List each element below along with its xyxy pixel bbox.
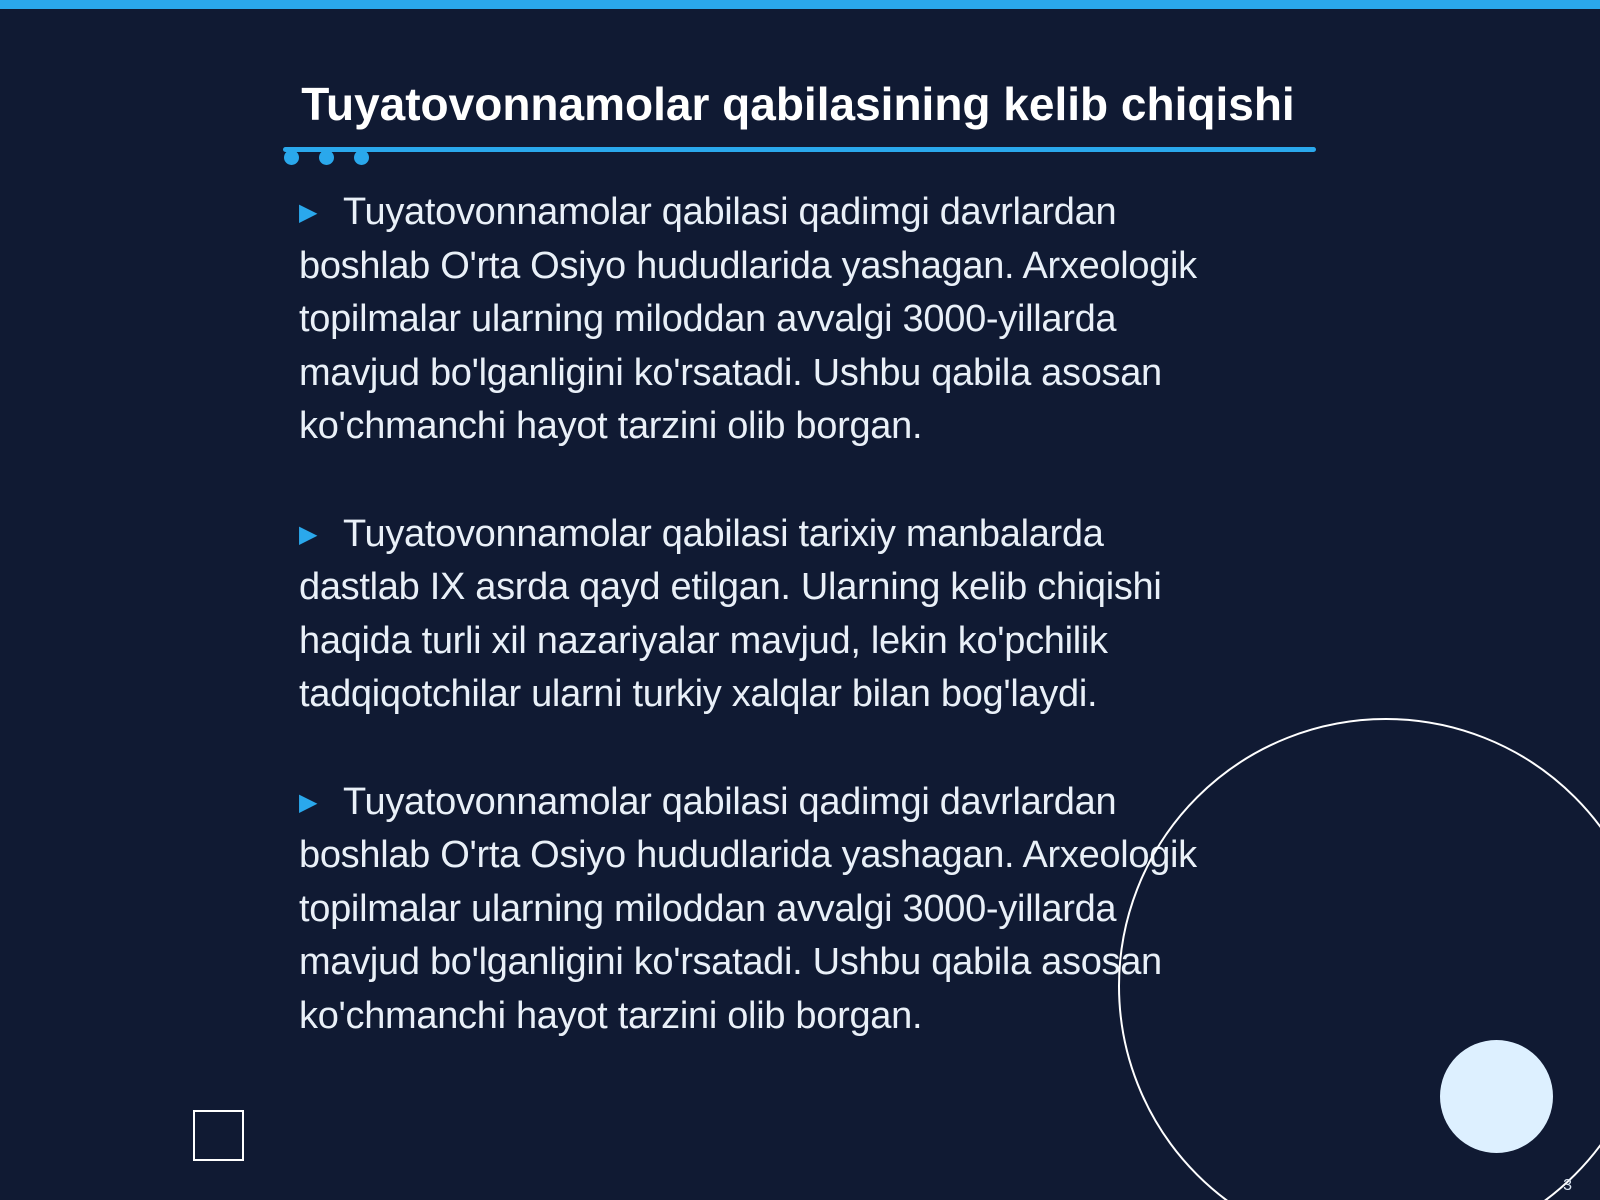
decorative-dot	[354, 150, 369, 165]
paragraph-line	[299, 508, 1299, 562]
paragraph-line: topilmalar ularning miloddan avvalgi 3000-yillarda	[299, 887, 1117, 930]
paragraph-line: ko'chmanchi hayot tarzini olib borgan.	[299, 405, 923, 447]
slide-title: Tuyatovonnamolar qabilasining kelib chiqishi	[301, 78, 1295, 130]
triangle-right-icon: ▶	[299, 788, 318, 816]
page-number: 3	[1563, 1177, 1572, 1194]
decorative-dot	[284, 150, 299, 165]
triangle-right-icon: ▶	[299, 199, 318, 226]
paragraph-line: haqida turli xil nazariyalar mavjud, lekin ko'pchilik	[299, 619, 1108, 662]
paragraph-line: ko'chmanchi hayot tarzini olib borgan.	[299, 994, 923, 1037]
top-accent-bar	[0, 0, 1600, 9]
decorative-circle	[1440, 1040, 1553, 1153]
line-text: Tuyatovonnamolar qabilasi qadimgi davrlardan	[343, 191, 1117, 233]
line-text: Tuyatovonnamolar qabilasi qadimgi davrlardan	[343, 780, 1117, 823]
title-underline	[283, 147, 1316, 152]
decorative-square	[193, 1110, 244, 1161]
paragraph-line: mavjud bo'lganligini ko'rsatadi. Ushbu qabila asosan	[299, 351, 1162, 394]
decorative-dot	[319, 150, 334, 165]
paragraph-line: dastlab IX asrda qayd etilgan. Ularning kelib chiqishi	[299, 566, 1162, 608]
paragraph-line: boshlab O'rta Osiyo hududlarida yashagan. Arxeologik	[299, 244, 1197, 287]
bullet-paragraph-2	[299, 508, 1299, 722]
paragraph-line: boshlab O'rta Osiyo hududlarida yashagan. Arxeologik	[299, 834, 1197, 876]
line-text: Tuyatovonnamolar qabilasi tarixiy manbalarda	[343, 512, 1104, 555]
triangle-right-icon: ▶	[299, 520, 318, 548]
paragraph-line	[299, 776, 1299, 830]
paragraph-line: mavjud bo'lganligini ko'rsatadi. Ushbu qabila asosan	[299, 941, 1162, 983]
paragraph-line: topilmalar ularning miloddan avvalgi 3000-yillarda	[299, 298, 1117, 340]
bullet-paragraph-1	[299, 186, 1299, 454]
paragraph-line: tadqiqotchilar ularni turkiy xalqlar bilan bog'laydi.	[299, 673, 1098, 715]
paragraph-line	[299, 186, 1299, 240]
